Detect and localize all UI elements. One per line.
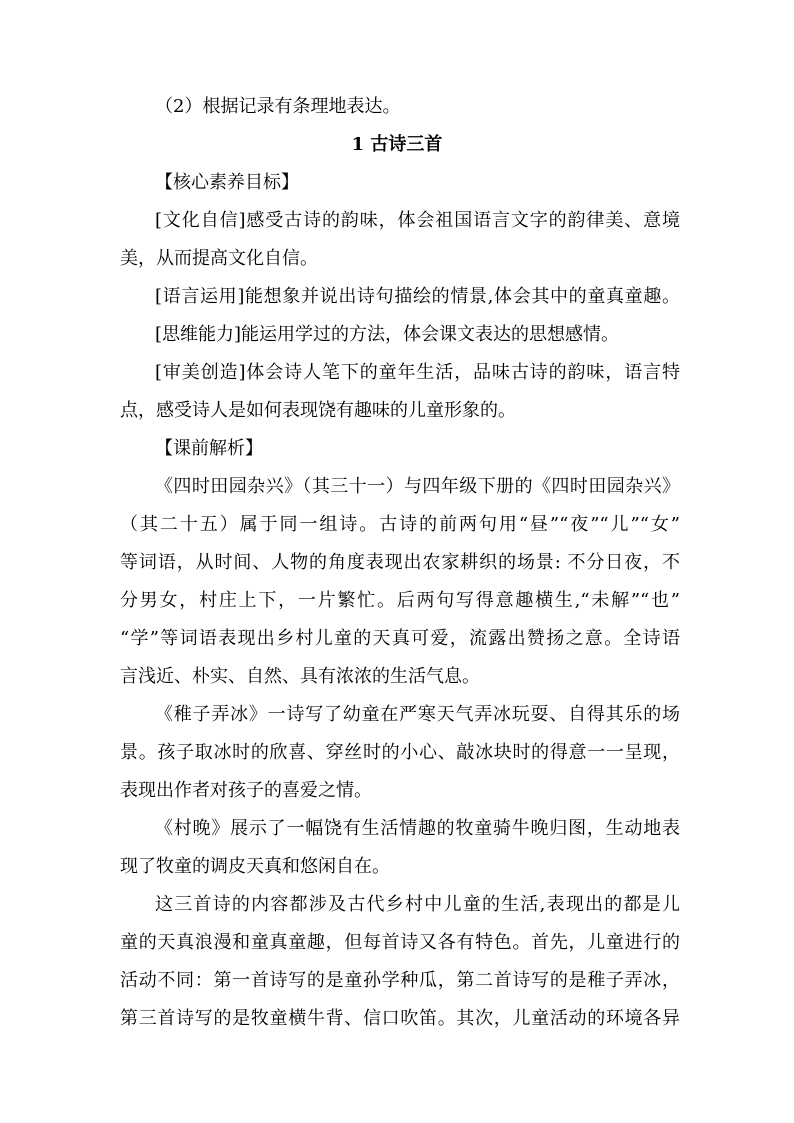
goal-thinking: [思维能力]能运用学过的方法，体会课文表达的思想感情。 bbox=[155, 324, 620, 345]
para4-line: 这三首诗的内容都涉及古代乡村中儿童的生活,表现出的都是儿 bbox=[155, 894, 680, 915]
para4-line: 活动不同：第一首诗写的是童孙学种瓜，第二首诗写的是稚子弄冰， bbox=[120, 970, 680, 991]
para1-line: 等词语，从时间、人物的角度表现出农家耕织的场景: 不分日夜，不 bbox=[120, 552, 680, 573]
para3-line: 现了牧童的调皮天真和悠闲自在。 bbox=[120, 856, 390, 877]
para1-line: “学”等词语表现出乡村儿童的天真可爱，流露出赞扬之意。全诗语 bbox=[120, 628, 680, 649]
analysis-heading: 【课前解析】 bbox=[155, 438, 263, 459]
para4-line: 童的天真浪漫和童真童趣，但每首诗又各有特色。首先，儿童进行的 bbox=[120, 932, 680, 953]
goals-heading: 【核心素养目标】 bbox=[155, 172, 299, 193]
goal-aesthetic-line-1: [审美创造]体会诗人笔下的童年生活，品味古诗的韵味，语言特 bbox=[155, 362, 680, 383]
para1-line: 分男女，村庄上下，一片繁忙。后两句写得意趣横生,“未解”“也” bbox=[120, 590, 680, 611]
para2-line: 《稚子弄冰》一诗写了幼童在严寒天气弄冰玩耍、自得其乐的场 bbox=[155, 704, 680, 725]
para1-line: 《四时田园杂兴》（其三十一）与四年级下册的《四时田园杂兴》 bbox=[155, 476, 680, 497]
para4-line: 第三首诗写的是牧童横牛背、信口吹笛。其次，儿童活动的环境各异 bbox=[120, 1008, 680, 1029]
goal-culture-line-1: [文化自信]感受古诗的韵味，体会祖国语言文字的韵律美、意境 bbox=[155, 210, 680, 231]
lesson-title: 1 古诗三首 bbox=[351, 134, 443, 155]
goal-culture-line-2: 美，从而提高文化自信。 bbox=[120, 248, 318, 269]
para1-line: （其二十五）属于同一组诗。古诗的前两句用“昼”“夜”“儿”“女” bbox=[120, 514, 680, 535]
para2-line: 表现出作者对孩子的喜爱之情。 bbox=[120, 780, 372, 801]
para2-line: 景。孩子取冰时的欣喜、穿丝时的小心、敲冰块时的得意一一呈现， bbox=[120, 742, 680, 763]
task-line: （2）根据记录有条理地表达。 bbox=[155, 96, 401, 117]
para3-line: 《村晚》展示了一幅饶有生活情趣的牧童骑牛晚归图，生动地表 bbox=[155, 818, 680, 839]
goal-language: [语言运用]能想象并说出诗句描绘的情景,体会其中的童真童趣。 bbox=[155, 286, 680, 307]
para1-line: 言浅近、朴实、自然、具有浓浓的生活气息。 bbox=[120, 666, 480, 687]
goal-aesthetic-line-2: 点，感受诗人是如何表现饶有趣味的儿童形象的。 bbox=[120, 400, 516, 421]
